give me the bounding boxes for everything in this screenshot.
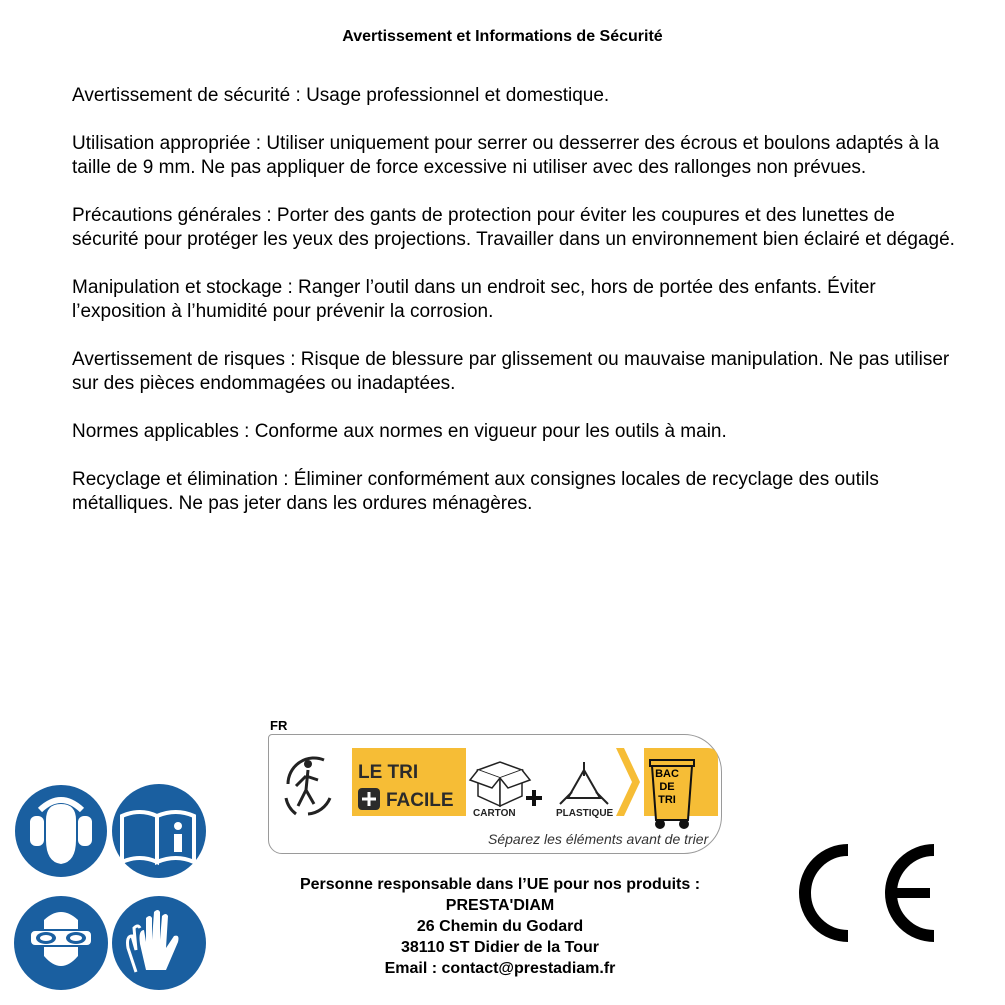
email-line: Email : contact@prestadiam.fr (384, 960, 616, 977)
triman-logo (268, 718, 724, 858)
read-manual-icon (112, 784, 206, 878)
carton-label: CARTON (473, 808, 516, 819)
responsible-heading: Personne responsable dans l’UE pour nos produits : (299, 876, 701, 893)
paragraph-safety-warning: Avertissement de sécurité : Usage professionnel et domestique. (72, 85, 610, 106)
safety-pictograms (0, 780, 220, 1005)
paragraph-standards: Normes applicables : Conforme aux normes en vigueur pour les outils à main. (72, 421, 727, 442)
company-name: PRESTA'DIAM (445, 897, 555, 914)
paragraph-general-precautions: Précautions générales : Porter des gants de protection pour éviter les coupures et des lunettes de sécurité pour protéger les yeux des projections. Travailler dans un environnement bien éclairé et dégagé. (72, 205, 955, 250)
address-line-1: 26 Chemin du Godard (416, 918, 584, 935)
gloves-icon (112, 896, 206, 990)
responsible-person (200, 874, 800, 979)
safety-text (72, 84, 957, 540)
plastic-label: PLASTIQUE (556, 808, 614, 819)
paragraph-recycling: Recyclage et élimination : Éliminer conformément aux consignes locales de recyclage des outils métalliques. Ne pas jeter dans les ordures ménagères. (72, 469, 879, 514)
triman-footer: Séparez les éléments avant de trier (488, 831, 709, 847)
bin-label-3: TRI (658, 794, 676, 806)
address-line-2: 38110 ST Didier de la Tour (401, 939, 599, 956)
country-code: FR (270, 718, 288, 733)
paragraph-appropriate-use: Utilisation appropriée : Utiliser uniquement pour serrer ou desserrer des écrous et boulons adaptés à la taille de 9 mm. Ne pas appliquer de force excessive ni utiliser avec des rallonges non prévues. (72, 133, 940, 178)
ce-mark-icon (796, 840, 941, 945)
bin-label-1: BAC (655, 768, 679, 780)
ear-protection-icon (14, 784, 108, 878)
triman-brand-2: FACILE (386, 790, 454, 811)
triman-brand-1: LE TRI (358, 762, 419, 783)
paragraph-risk-warning: Avertissement de risques : Risque de blessure par glissement ou mauvaise manipulation. Ne pas utiliser sur des pièces endommagées ou inadaptées. (72, 349, 950, 394)
bin-label-2: DE (659, 781, 675, 793)
page-title: Avertissement et Informations de Sécurité (342, 28, 663, 45)
paragraph-handling-storage: Manipulation et stockage : Ranger l’outil dans un endroit sec, hors de portée des enfants. Éviter l’exposition à l’humidité pour prévenir la corrosion. (72, 277, 876, 322)
triman-icon (286, 758, 330, 814)
eye-protection-icon (14, 896, 108, 990)
